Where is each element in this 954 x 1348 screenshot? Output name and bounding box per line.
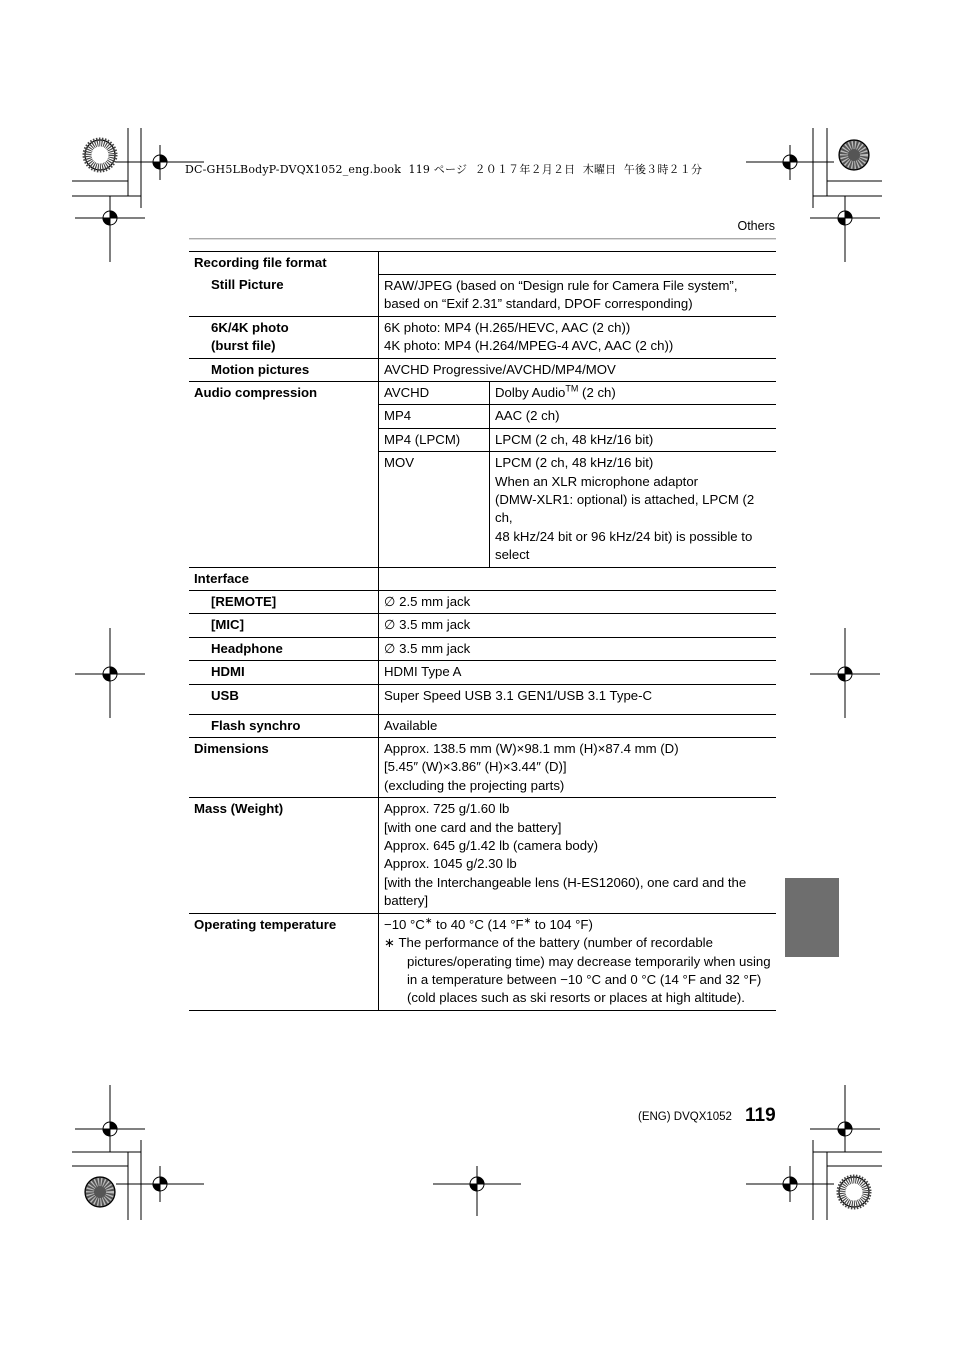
codec-line: select	[495, 547, 530, 563]
value-line: RAW/JPEG (based on “Design rule for Camera File system”,	[384, 277, 738, 293]
registration-target	[746, 1166, 834, 1202]
registration-target	[746, 145, 834, 180]
value-line: Approx. 1045 g/2.30 lb	[384, 856, 517, 872]
value-line: [with one card and the battery]	[384, 819, 562, 835]
row-label-mic: [MIC]	[189, 614, 379, 637]
audio-format-cell: MP4 (LPCM)	[379, 428, 490, 451]
asterisk-mark: ∗	[424, 915, 433, 926]
codec-line: 48 kHz/24 bit or 96 kHz/24 bit) is possible to	[495, 528, 753, 544]
codec-text: Dolby Audio	[495, 384, 566, 400]
temp-text: to 104 °F)	[531, 916, 593, 932]
row-label-hdmi: HDMI	[189, 661, 379, 684]
registration-target	[75, 628, 145, 718]
value-line: (excluding the projecting parts)	[384, 777, 565, 793]
starburst-target	[85, 1177, 115, 1207]
registration-target	[433, 1166, 521, 1216]
value-line: [with the Interchangeable lens (H-ES12060), one card and the	[384, 874, 747, 890]
row-label-audio-compression: Audio compression	[189, 381, 379, 567]
registration-target	[810, 628, 880, 718]
temp-text: to 40 °C (14 °F	[432, 916, 524, 932]
registration-target	[116, 1166, 204, 1202]
label-line: (burst file)	[211, 338, 276, 354]
audio-format-cell: MOV	[379, 452, 490, 567]
trademark-sup: TM	[565, 383, 579, 394]
value-line: 4K photo: MP4 (H.264/MPEG-4 AVC, AAC (2 ch))	[384, 338, 674, 354]
row-label-dimensions: Dimensions	[189, 738, 379, 798]
value-line: battery]	[384, 893, 428, 909]
starburst-target	[85, 140, 115, 170]
value-line: [5.45″ (W)×3.86″ (H)×3.44″ (D)]	[384, 759, 567, 775]
row-value-flash-synchro: Available	[379, 714, 777, 737]
registration-target	[810, 196, 880, 262]
registration-target	[75, 196, 145, 262]
starburst-target	[839, 1177, 869, 1207]
value-line: 6K photo: MP4 (H.265/HEVC, AAC (2 ch))	[384, 319, 631, 335]
temp-text: −10 °C	[384, 916, 425, 932]
row-label-mass: Mass (Weight)	[189, 798, 379, 913]
codec-line: (DMW-XLR1: optional) is attached, LPCM (2 ch,	[495, 491, 755, 526]
audio-codec-cell: AAC (2 ch)	[490, 405, 777, 428]
row-value-headphone: ∅ 3.5 mm jack	[379, 637, 777, 660]
row-label-remote: [REMOTE]	[189, 591, 379, 614]
codec-line: When an XLR microphone adaptor	[495, 473, 699, 489]
row-value-usb: Super Speed USB 3.1 GEN1/USB 3.1 Type-C	[379, 684, 777, 714]
label-line: 6K/4K photo	[211, 319, 289, 335]
registration-target	[75, 1085, 145, 1152]
value-line: based on “Exif 2.31” standard, DPOF corresponding)	[384, 296, 693, 312]
page-number: 119	[745, 1105, 776, 1126]
row-label-interface: Interface	[189, 567, 379, 590]
row-label-motion-pictures: Motion pictures	[189, 358, 379, 381]
row-label-headphone: Headphone	[189, 637, 379, 660]
row-value-hdmi: HDMI Type A	[379, 661, 777, 684]
row-value-motion-pictures: AVCHD Progressive/AVCHD/MP4/MOV	[379, 358, 777, 381]
value-line: Approx. 138.5 mm (W)×98.1 mm (H)×87.4 mm (D)	[384, 741, 679, 757]
codec-line: LPCM (2 ch, 48 kHz/16 bit)	[495, 455, 654, 471]
row-label-usb: USB	[189, 684, 379, 714]
row-value-mic: ∅ 3.5 mm jack	[379, 614, 777, 637]
footnote: ∗ The performance of the battery (number of recordable pictures/operating time) may decrease temporarily when using in a temperature between −10 °C and 0 °C (14 °F and 32 °F) (cold places such as ski resorts or places at high altitude).	[384, 935, 771, 1006]
row-label-operating-temperature: Operating temperature	[189, 913, 379, 1010]
registration-target	[116, 145, 204, 180]
starburst-target	[839, 140, 869, 170]
row-label-still-picture: Still Picture	[211, 277, 284, 293]
audio-format-cell: MP4	[379, 405, 490, 428]
registration-target	[810, 1085, 880, 1152]
codec-suffix: (2 ch)	[578, 384, 616, 400]
row-value-remote: ∅ 2.5 mm jack	[379, 591, 777, 614]
row-label-recording-format: Recording file format	[189, 252, 379, 275]
audio-codec-cell: LPCM (2 ch, 48 kHz/16 bit)	[490, 428, 777, 451]
asterisk-mark: ∗	[523, 915, 532, 926]
print-header: DC-GH5LBodyP-DVQX1052_eng.book 119 ページ ２０１７年２月２日 木曜日 午後３時２１分	[185, 163, 703, 176]
value-line: Approx. 645 g/1.42 lb (camera body)	[384, 838, 599, 854]
value-line: Approx. 725 g/1.60 lb	[384, 801, 510, 817]
audio-format-cell: AVCHD	[379, 381, 490, 404]
section-label: Others	[737, 219, 775, 233]
footer-code: (ENG) DVQX1052	[638, 1111, 732, 1123]
row-label-flash-synchro: Flash synchro	[189, 714, 379, 737]
